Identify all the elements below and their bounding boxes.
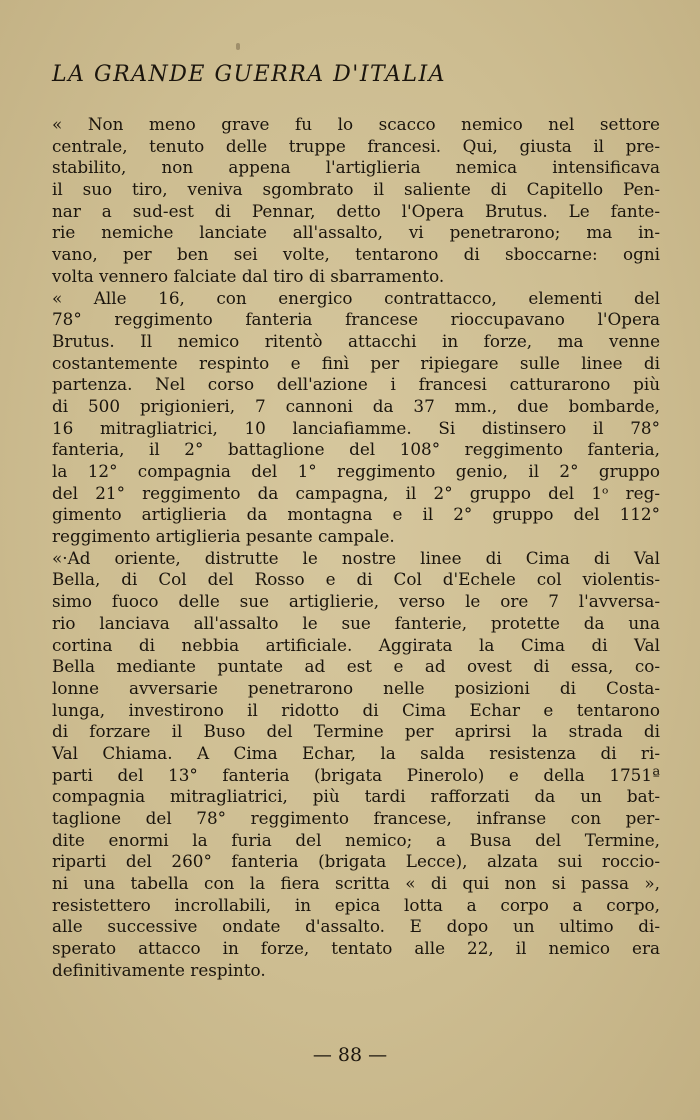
text-line: di forzare il Buso del Termine per aprirsi la strada di <box>52 721 660 742</box>
text-line: lunga, investirono il ridotto di Cima Echar e tentarono <box>52 699 660 720</box>
text-line: « Non meno grave fu lo scacco nemico nel settore <box>52 114 660 134</box>
text-line: cortina di nebbia artificiale. Aggirata la Cima di Val <box>52 634 660 655</box>
text-line: alle successive ondate d'assalto. E dopo un ultimo di- <box>52 916 660 937</box>
text-line: parti del 13° fanteria (brigata Pinerolo) e della 1751ª <box>52 764 660 785</box>
text-line: volta vennero falciate dal tiro di sbarramento. <box>52 265 445 286</box>
text-line: definitivamente respinto. <box>52 959 266 980</box>
text-line: costantemente respinto e finì per ripiegare sulle linee di <box>52 352 660 373</box>
text-line: gimento artiglieria da montagna e il 2° gruppo del 112° <box>52 504 660 525</box>
text-line: rio lanciava all'assalto le sue fanterie, protette da una <box>52 612 660 633</box>
text-line: Val Chiama. A Cima Echar, la salda resistenza di ri- <box>52 742 660 763</box>
text-line: lonne avversarie penetrarono nelle posizioni di Costa- <box>52 677 660 698</box>
text-line: sperato attacco in forze, tentato alle 22, il nemico era <box>52 938 660 959</box>
text-line: Bella, di Col del Rosso e di Col d'Echele col violentis- <box>52 569 660 590</box>
running-title: LA GRANDE GUERRA D'ITALIA <box>52 62 447 87</box>
text-line: nar a sud-est di Pennar, detto l'Opera Brutus. Le fante- <box>52 200 660 221</box>
text-line: ni una tabella con la fiera scritta « di qui non si passa », <box>52 873 660 894</box>
text-line: riparti del 260° fanteria (brigata Lecce), alzata sui roccio- <box>52 851 660 872</box>
text-line: vano, per ben sei volte, tentarono di sboccarne: ogni <box>52 244 660 265</box>
text-line: dite enormi la furia del nemico; a Busa del Termine, <box>52 829 660 850</box>
text-line: Bella mediante puntate ad est e ad ovest di essa, co- <box>52 656 660 677</box>
text-line: del 21° reggimento da campagna, il 2° gruppo del 1ᵒ reg- <box>52 482 660 503</box>
text-line: compagnia mitragliatrici, più tardi rafforzati da un bat- <box>52 786 660 807</box>
text-line: taglione del 78° reggimento francese, infranse con per- <box>52 808 660 828</box>
text-line: rie nemiche lanciate all'assalto, vi penetrarono; ma in- <box>52 222 660 243</box>
page-number: — 88 — <box>312 1044 388 1066</box>
text-line: simo fuoco delle sue artiglierie, verso le ore 7 l'avversa- <box>52 591 660 612</box>
text-line: il suo tiro, veniva sgombrato il saliente di Capitello Pen- <box>52 179 660 200</box>
text-line: stabilito, non appena l'artiglieria nemica intensificava <box>52 157 660 178</box>
text-line: partenza. Nel corso dell'azione i francesi catturarono più <box>52 374 660 395</box>
text-line: centrale, tenuto delle truppe francesi. Qui, giusta il pre- <box>52 135 660 156</box>
text-line: «·Ad oriente, distrutte le nostre linee di Cima di Val <box>52 547 660 568</box>
text-line: 16 mitragliatrici, 10 lanciafiamme. Si distinsero il 78° <box>52 417 660 438</box>
text-line: la 12° compagnia del 1° reggimento genio, il 2° gruppo <box>52 461 660 481</box>
text-line: reggimento artiglieria pesante campale. <box>52 526 395 547</box>
text-line: 78° reggimento fanteria francese rioccupavano l'Opera <box>52 309 660 330</box>
text-line: « Alle 16, con energico contrattacco, elementi del <box>52 287 660 308</box>
text-line: Brutus. Il nemico ritentò attacchi in forze, ma venne <box>52 330 660 351</box>
text-line: di 500 prigionieri, 7 cannoni da 37 mm., due bombarde, <box>52 395 660 416</box>
paper-speck <box>236 43 240 50</box>
text-line: fanteria, il 2° battaglione del 108° reggimento fanteria, <box>52 439 660 460</box>
body-text <box>52 114 660 982</box>
text-line: resistettero incrollabili, in epica lotta a corpo a corpo, <box>52 894 660 915</box>
